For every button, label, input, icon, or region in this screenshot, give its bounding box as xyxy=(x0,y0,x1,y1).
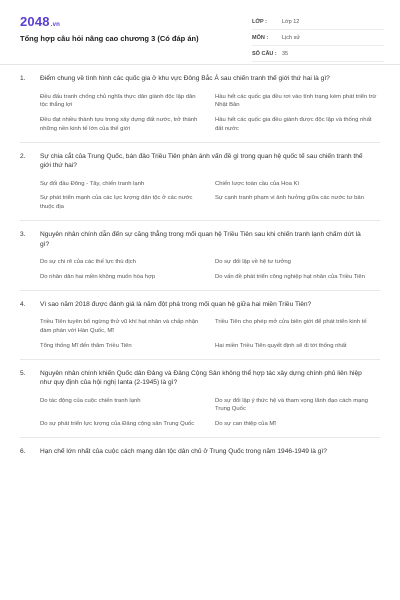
question-list xyxy=(0,65,400,464)
answer-options xyxy=(20,258,380,282)
meta-value: Lớp 12 xyxy=(282,18,300,25)
question-text: Vì sao năm 2018 được đánh giá là năm đột phá trong mối quan hệ giữa hai miền Triều Tiên? xyxy=(40,300,312,308)
answer-option[interactable]: Do sự đối lập ý thức hệ và tham vọng lãnh đạo cách mạng Trung Quốc xyxy=(215,397,368,413)
meta-label: MÔN : xyxy=(252,34,269,41)
answer-option[interactable]: Hai miền Triều Tiên quyết định sẽ đi tới thống nhất xyxy=(215,342,347,349)
document-header xyxy=(0,0,400,65)
answer-option[interactable]: Đều đấu tranh chống chủ nghĩa thực dân giành độc lập dân tộc thắng lợi xyxy=(40,93,196,109)
answer-option[interactable]: Sự đối đầu Đông - Tây, chiến tranh lạnh xyxy=(40,180,145,187)
question-item xyxy=(20,65,380,143)
site-logo[interactable]: 2048.vn xyxy=(20,14,61,29)
question-number: 1. xyxy=(20,75,26,82)
answer-options xyxy=(20,180,380,212)
question-text: Nguyên nhân chính dẫn đến sự căng thẳng trong mối quan hệ Triều Tiên sau khi chiến tranh lạnh chấm dứt là gì? xyxy=(40,231,361,248)
question-number: 4. xyxy=(20,300,26,308)
question-item xyxy=(20,291,380,360)
answer-option[interactable]: Sự phát triển mạnh của các lực lượng dân tộc ở các nước thuộc địa xyxy=(40,195,193,211)
question-item xyxy=(20,360,380,438)
answer-option[interactable]: Triều Tiên cho phép mở cửa biên giới để phát triển kinh tế xyxy=(215,319,367,326)
answer-option[interactable]: Do sự phát triển lực lượng của Đảng cộng sản Trung Quốc xyxy=(40,421,195,428)
document-title: Tổng hợp câu hỏi nâng cao chương 3 (Có đáp án) xyxy=(20,34,199,43)
answer-option[interactable]: Đều đạt nhiều thành tựu trong xây dựng đất nước, trở thành những nền kinh tế lớn của thế giới xyxy=(40,117,198,132)
meta-value: Lịch sử xyxy=(282,34,301,41)
question-number: 6. xyxy=(20,447,26,455)
question-text: Sự chia cắt của Trung Quốc, bán đảo Triều Tiên phản ánh vấn đề gì trong quan hệ quốc tế sau chiến tranh thế giới thứ hai? xyxy=(40,152,363,170)
answer-option[interactable]: Hầu hết các quốc gia đều rơi vào tình trạng kém phát triển trừ Nhật Bản xyxy=(215,93,377,109)
meta-class xyxy=(252,14,384,30)
answer-option[interactable]: Do tác động của cuộc chiến tranh lạnh xyxy=(40,397,141,404)
answer-option[interactable]: Tổng thống Mĩ đến thăm Triều Tiên xyxy=(40,342,132,349)
question-item xyxy=(20,221,380,291)
answer-option[interactable]: Do nhân dân hai miền không muốn hòa hợp xyxy=(40,273,156,280)
document-meta xyxy=(252,14,384,62)
answer-option[interactable]: Do vấn đề phát triển công nghiệp hạt nhân của Triều Tiên xyxy=(215,273,365,280)
question-item xyxy=(20,143,380,221)
answer-options xyxy=(20,93,380,134)
meta-subject xyxy=(252,30,384,46)
question-item xyxy=(20,438,380,465)
answer-option[interactable]: Sự cạnh tranh phạm vi ảnh hưởng giữa các nước tư bản xyxy=(215,195,364,202)
answer-option[interactable]: Triều Tiên tuyên bố ngừng thử vũ khí hạt nhân và chấp nhận đàm phán với Hàn Quốc, Mĩ xyxy=(40,319,199,334)
answer-option[interactable]: Chiến lược toàn cầu của Hoa Kì xyxy=(215,180,300,187)
question-text: Hạn chế lớn nhất của cuộc cách mạng dân tộc dân chủ ở Trung Quốc trong năm 1946-1949 là gì? xyxy=(40,447,327,455)
logo-suffix: .vn xyxy=(50,22,61,28)
question-number: 3. xyxy=(20,231,26,239)
meta-label: SỐ CÂU : xyxy=(252,50,277,57)
answer-option[interactable]: Do sự chi rẽ của các thế lực thù địch xyxy=(40,259,136,266)
question-number: 5. xyxy=(20,369,26,377)
question-text: Điểm chung về tình hình các quốc gia ở khu vực Đông Bắc Á sau chiến tranh thế giới thứ hai là gì? xyxy=(40,75,330,82)
answer-option[interactable]: Hầu hết các quốc gia đều giành được độc lập và thống nhất đất nước xyxy=(215,117,372,132)
answer-option[interactable]: Do sự can thiệp của Mĩ xyxy=(215,421,276,428)
meta-label: LỚP : xyxy=(252,18,267,25)
meta-count xyxy=(252,46,384,62)
answer-options xyxy=(20,318,380,350)
question-number: 2. xyxy=(20,152,26,160)
meta-value: 35 xyxy=(282,50,289,57)
answer-options xyxy=(20,397,380,429)
answer-option[interactable]: Do sự đối lập về hệ tư tưởng xyxy=(215,259,291,266)
question-text: Nguyên nhân chính khiến Quốc dân Đảng và Đảng Cộng Sản không thể hợp tác xây dựng chính phủ liên hiệp như quy định của hội nghị Ianta (2-1945) là gì? xyxy=(40,369,362,387)
